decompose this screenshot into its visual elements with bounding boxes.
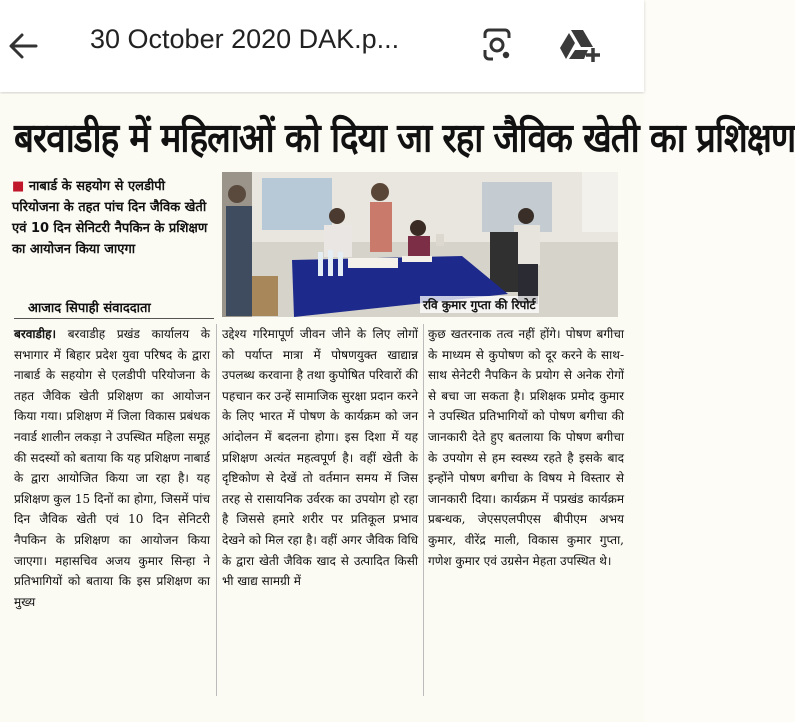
photo-credit: रवि कुमार गुप्ता की रिपोर्ट	[420, 296, 539, 313]
dateline: बरवाडीह।	[14, 327, 56, 341]
article-column-1	[14, 324, 210, 612]
article-column-2: उद्देश्य गरिमापूर्ण जीवन जीने के लिए लोगों को पर्याप्त मात्रा में पोषणयुक्त खाद्यान्न उपलब्ध करवाना है तथा कुपोषित परिवारों की पहचान कर उन्हें सामाजिक सुरक्षा प्रदान करने के लिए भारत में पोषण के कार्यक्रम को जन आंदोलन में बदलना होगा। इस दिशा में यह प्रशिक्षण अत्यंत महत्वपूर्ण है। वहीं खेती के दृष्टिकोण से देखें तो वर्तमान समय में जिस तरह से रासायनिक उर्वरक का उपयोग हो रहा है जिससे हमारे शरीर पर प्रतिकूल प्रभाव देखने को मिल रहा है। वहीं अगर जैविक विधि के द्वारा खेती जैविक खाद से उत्पादित किसी भी खाद्य सामग्री में	[222, 327, 418, 589]
document-title: 30 October 2020 DAK.p...	[90, 24, 400, 54]
bullet-icon: ■	[12, 179, 25, 194]
add-to-drive-icon[interactable]	[558, 26, 602, 64]
subheadline-text: नाबार्ड के सहयोग से एलडीपी परियोजना के तहत पांच दिन जैविक खेती एवं 10 दिन सेनिटरी नैपकिन के प्रशिक्षण का आयोजन किया जाएगा	[12, 179, 208, 257]
google-lens-icon[interactable]	[480, 26, 514, 64]
page-bottom-edge	[0, 704, 644, 722]
back-arrow-icon[interactable]	[6, 26, 42, 66]
column-divider	[216, 324, 217, 696]
column-divider	[423, 324, 424, 696]
byline-divider	[14, 318, 214, 319]
byline: आजाद सिपाही संवाददाता	[28, 301, 151, 316]
article-headline: बरवाडीह में महिलाओं को दिया जा रहा जैविक खेती का प्रशिक्षण	[14, 114, 795, 162]
article-column-3: कुछ खतरनाक तत्व नहीं होंगे। पोषण बगीचा के माध्यम से कुपोषण को दूर करने के साथ-साथ सेनेटरी नैपकिन के प्रयोग से अनेक रोगों से बचा जा सकता है। प्रशिक्षक प्रमोद कुमार ने उपस्थित प्रतिभागियों को पोषण बगीचा की जानकारी देते हुए बतलाया कि पोषण बगीचा के उपयोग से हम स्वस्थ्य रहते है इसके बाद इन्होंने पोषण बगीचा के विषय मे विस्तार से जानकारी दिया। कार्यक्रम में पप्रखंड कार्यक्रम प्रबन्धक, जेएसएलपीएस बीपीएम अभय कुमार, वीरेंद्र माली, विकास कुमार गुप्ता, गणेश कुमार एवं उग्रसेन मेहता उपस्थित थे।	[428, 327, 624, 568]
article-subheadline	[12, 176, 212, 260]
app-bar	[0, 0, 644, 92]
column-1-text: बरवाडीह प्रखंड कार्यालय के सभागार में बिहार प्रदेश युवा परिषद के द्वारा नाबार्ड के सहयोग से एलडीपी परियोजना के तहत जैविक खेती प्रशिक्षण का आयोजन किया गया। प्रशिक्षण में जिला विकास प्रबंधक नवार्ड शालीन लकड़ा ने उपस्थित महिला समूह की सदस्यों को बताया कि यह प्रशिक्षण नाबार्ड के द्वारा आयोजित किया जा रहा है। यह प्रशिक्षण कुल 15 दिनों का होगा, जिसमें पांच दिन जैविक खेती एवं 10 दिन सेनिटरी नैपकिन के प्रशिक्षण का आयोजन किया जाएगा। महासचिव अजय कुमार सिन्हा ने प्रतिभागियों को बताया कि इस प्रशिक्षण का मुख्य	[14, 327, 210, 609]
